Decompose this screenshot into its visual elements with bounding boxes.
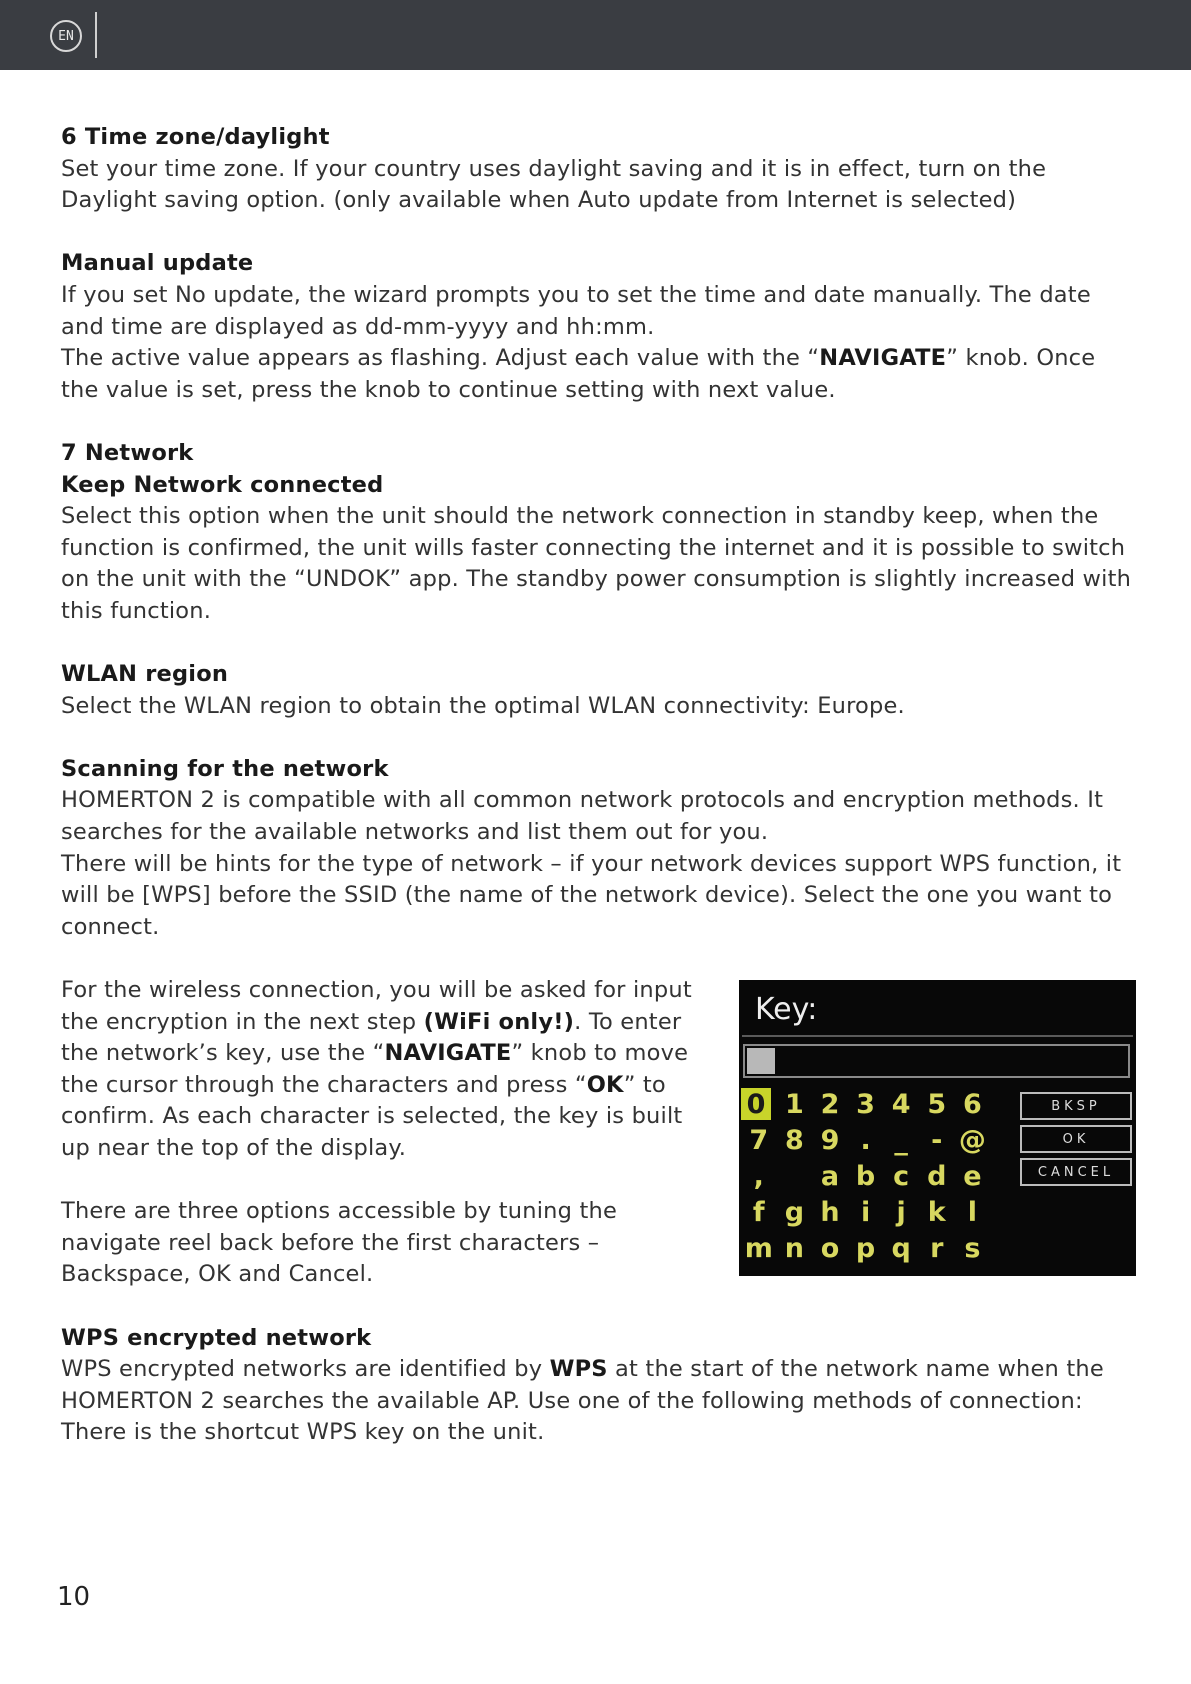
char-row [741, 1232, 990, 1268]
char-key[interactable]: 3 [856, 1088, 875, 1120]
char-key[interactable]: , [753, 1160, 764, 1192]
char-key[interactable]: r [930, 1232, 944, 1264]
wireless-text: For the wireless connection, you will be asked for input the encryption in the next step (WiFi only!). To enter the network’s key, use the “NAVIGATE” knob to move the cursor through the characters and press “OK” to confirm. As each character is selected, the key is built up near the top of the display. [61, 977, 692, 1161]
char-key[interactable]: l [967, 1196, 977, 1228]
char-key[interactable]: a [820, 1160, 840, 1192]
ok-button[interactable]: OK [1020, 1125, 1132, 1153]
char-key[interactable]: e [963, 1160, 982, 1192]
char-key[interactable]: @ [958, 1124, 986, 1156]
char-key[interactable]: - [931, 1124, 943, 1156]
wps-text: WPS encrypted networks are identified by WPS at the start of the network name when the HOMERTON 2 searches the available AP. Use one of the following methods of connection: [61, 1356, 1104, 1414]
char-key[interactable]: i [860, 1196, 871, 1228]
char-key[interactable]: s [964, 1232, 981, 1264]
section-6-text: Set your time zone. If your country uses daylight saving and it is in effect, turn on the Daylight saving option. (only available when Auto update from Internet is selected) [61, 155, 1047, 214]
char-key[interactable]: h [820, 1196, 840, 1228]
keep-network-text: Select this option when the unit should the network connection in standby keep, when the function is confirmed, the unit wills faster connecting the internet and it is possible to switch on the unit with the “UNDOK” app. The standby power consumption is slightly increased with this function. [61, 503, 1132, 624]
keep-network-heading: Keep Network connected [61, 471, 384, 498]
char-key[interactable]: c [893, 1160, 910, 1192]
char-key[interactable]: k [927, 1196, 946, 1228]
manual-update-text-1: If you set No update, the wizard prompts you to set the time and date manually. The date and time are displayed as dd-mm-yyyy and hh:mm. [61, 281, 1091, 340]
char-key[interactable]: 6 [962, 1088, 982, 1120]
char-key[interactable]: _ [894, 1124, 908, 1156]
manual-update-heading: Manual update [61, 250, 254, 277]
scanning-heading: Scanning for the network [61, 755, 389, 782]
soft-keys [1020, 1092, 1132, 1191]
char-key[interactable]: d [927, 1160, 947, 1192]
header-bar [0, 0, 1191, 70]
char-key[interactable]: 5 [927, 1088, 947, 1120]
char-key[interactable]: m [744, 1232, 773, 1264]
language-badge: EN [50, 20, 82, 52]
key-title: Key: [755, 992, 818, 1027]
section-6-heading: 6 Time zone/daylight [61, 124, 330, 150]
key-entry-screen [739, 980, 1136, 1276]
page-number: 10 [57, 1582, 91, 1612]
char-key[interactable]: j [896, 1196, 906, 1228]
char-key-selected[interactable]: 0 [741, 1088, 771, 1120]
wps-heading: WPS encrypted network [61, 1324, 372, 1351]
char-key[interactable]: p [855, 1232, 876, 1264]
backspace-button[interactable]: BKSP [1020, 1092, 1132, 1120]
char-key[interactable]: 4 [891, 1088, 911, 1120]
cancel-button[interactable]: CANCEL [1020, 1158, 1132, 1186]
char-key[interactable]: 1 [784, 1088, 804, 1120]
section-7-heading: 7 Network [61, 439, 194, 466]
wireless-column [61, 975, 711, 1291]
wlan-region-text: Select the WLAN region to obtain the optimal WLAN connectivity: Europe. [61, 692, 905, 719]
char-key[interactable]: o [820, 1232, 840, 1264]
character-grid [741, 1088, 990, 1268]
scanning-text-1: HOMERTON 2 is compatible with all common network protocols and encryption methods. It searches for the available networks and list them out for you. [61, 787, 1104, 846]
key-cursor [747, 1048, 775, 1074]
char-key[interactable]: 2 [820, 1088, 840, 1120]
char-row [741, 1088, 990, 1124]
char-key[interactable]: f [752, 1196, 765, 1228]
char-key[interactable]: q [891, 1232, 911, 1264]
char-key[interactable]: 9 [820, 1124, 840, 1156]
char-key[interactable]: n [784, 1232, 804, 1264]
key-divider [742, 1035, 1133, 1037]
scanning-text-2: There will be hints for the type of network – if your network devices support WPS function, it will be [WPS] before the SSID (the name of the network device). Select the one you want to connect. [61, 850, 1122, 940]
char-row [741, 1196, 990, 1232]
options-text: There are three options accessible by tuning the navigate reel back before the first characters – Backspace, OK and Cancel. [61, 1198, 617, 1288]
header-divider [95, 12, 97, 58]
char-key[interactable]: . [860, 1124, 871, 1156]
char-key-space[interactable] [777, 1160, 813, 1192]
char-row [741, 1160, 990, 1196]
char-row [741, 1124, 990, 1160]
wps-shortcut-text: There is the shortcut WPS key on the unit. [61, 1419, 545, 1446]
char-key[interactable]: b [855, 1160, 876, 1192]
char-key[interactable]: g [784, 1196, 805, 1228]
key-input-field[interactable] [743, 1044, 1130, 1078]
wlan-region-heading: WLAN region [61, 661, 229, 688]
char-key[interactable]: 7 [749, 1124, 769, 1156]
manual-update-text-2: The active value appears as flashing. Adjust each value with the “NAVIGATE” knob. Once the value is set, press the knob to continue setting with next value. [61, 345, 1096, 403]
char-key[interactable]: 8 [784, 1124, 804, 1156]
